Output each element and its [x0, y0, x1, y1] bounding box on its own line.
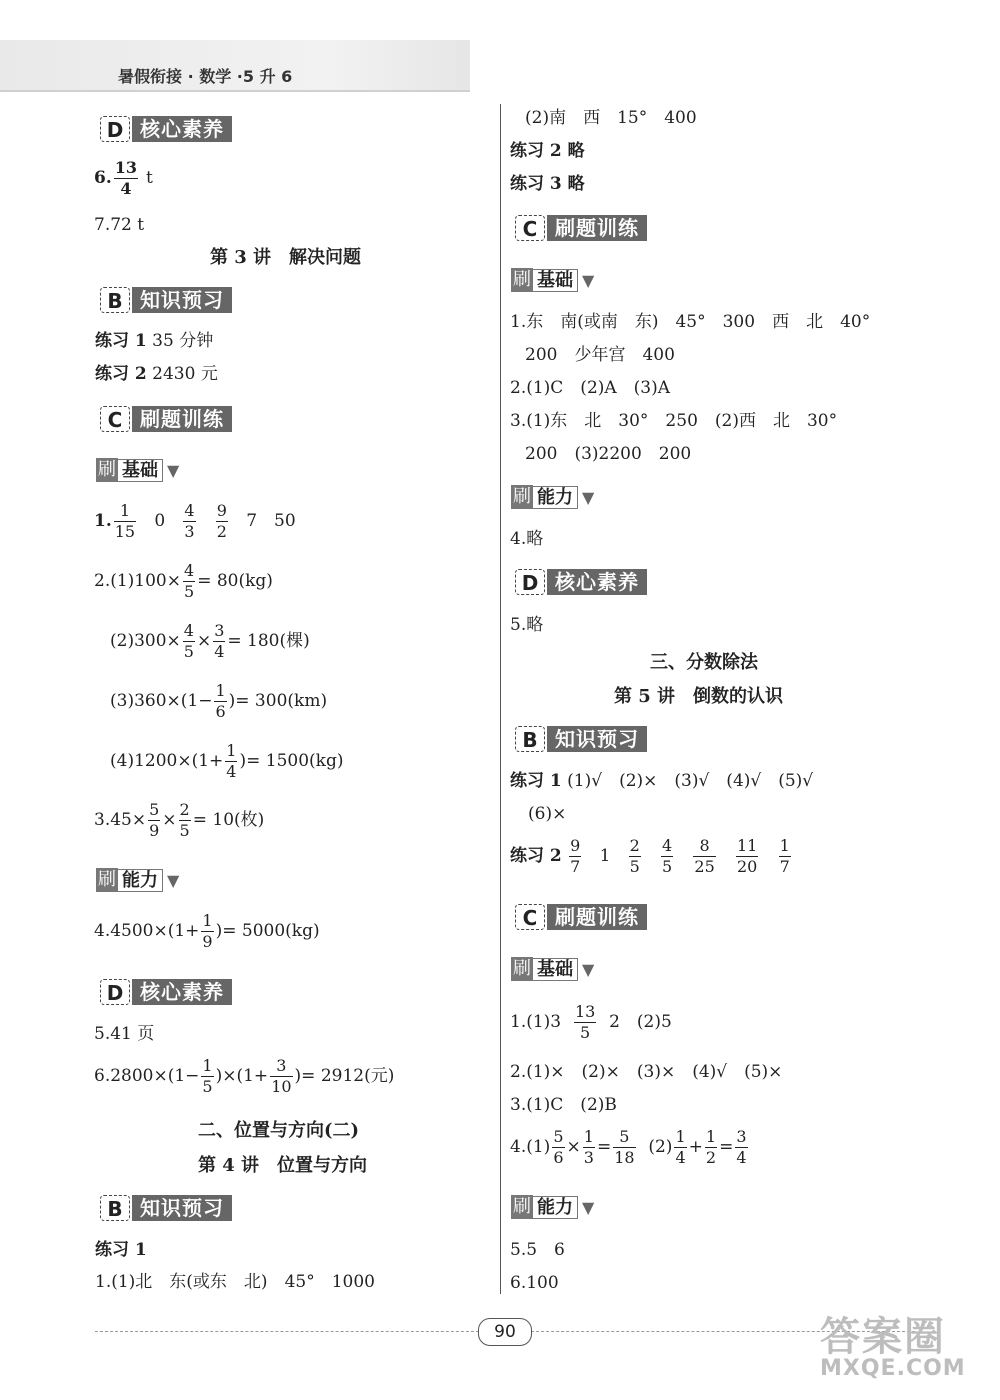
section-d-core-2: D 核心素养	[100, 978, 232, 1006]
basic-r2-answer-1: 1.(1)3 $\frac{13}{5}$ 2 (2)5	[510, 1002, 672, 1042]
answer-6: 6. $\frac{13}{4}$ t	[94, 158, 153, 198]
basic-answer-2-1: 2.(1)100× $\frac{4}{5}$ = 80(kg)	[94, 561, 273, 601]
fraction: $\frac{1}{15}$	[114, 501, 136, 541]
fraction: $\frac{4}{5}$	[183, 621, 194, 661]
sub-ability-r2: 刷 能力 ▼	[513, 1196, 595, 1218]
fraction: $\frac{1}{2}$	[705, 1127, 717, 1167]
sub-basic: 刷 基础 ▼	[98, 459, 180, 481]
watermark-logo	[820, 1305, 966, 1381]
exercise-3-note: 练习 3 略	[510, 174, 585, 194]
section-c-training: C 刷题训练	[100, 405, 232, 433]
basic-r2-answer-3: 3.(1)C (2)B	[510, 1095, 617, 1115]
fraction: $\frac{1}{6}$	[215, 681, 226, 721]
section-b-preview-r: B 知识预习	[515, 725, 647, 753]
answer-7: 7.72 t	[94, 215, 145, 235]
exercise-1: 练习 1 35 分钟	[95, 331, 214, 351]
fraction: $\frac{3}{4}$	[214, 621, 225, 661]
fraction: $\frac{8}{25}$	[694, 836, 715, 876]
basic-r-answer-1a: 1.东 南(或南 东) 45° 300 西 北 40°	[510, 312, 871, 332]
page-header-title: 暑假衔接 · 数学 ·5 升 6	[118, 67, 293, 86]
basic-answer-2-4: (4)1200×(1+ $\frac{1}{4}$ )= 1500(kg)	[110, 741, 344, 781]
fraction: $\frac{9}{2}$	[216, 501, 227, 541]
fraction: $\frac{1}{4}$	[226, 741, 237, 781]
ability-r-answer-4: 4.略	[510, 529, 544, 549]
basic-r2-answer-4: 4.(1) $\frac{5}{6}$ × $\frac{1}{3}$ = $\frac{5}{18}$ (2) $\frac{1}{4}$ + $\frac{1}{2}$ = $\frac{3}{4}$	[510, 1127, 747, 1167]
fraction: $\frac{1}{4}$	[675, 1127, 686, 1167]
exercise-1-answer-1: 1.(1)北 东(或东 北) 45° 1000	[95, 1272, 375, 1292]
sub-basic-r1: 刷 基础 ▼	[513, 269, 595, 291]
basic-answer-1: 1. $\frac{1}{15}$ 0 $\frac{4}{3}$ $\frac{9}{2}$ 7 50	[94, 501, 296, 541]
ability-r2-answer-5: 5.5 6	[510, 1240, 565, 1260]
section-d-core	[100, 115, 232, 143]
section-b-preview-2: B 知识预习	[100, 1194, 232, 1222]
fraction: $\frac{4}{3}$	[184, 501, 195, 541]
preview-exercise-2: 练习 2 $\frac{9}{7}$ 1 $\frac{2}{5}$ $\frac{4}{5}$ $\frac{8}{25}$ $\frac{11}{20}$ $\frac{1}{7}$	[510, 836, 790, 876]
unit-3-title: 三、分数除法	[650, 652, 758, 673]
fraction: $\frac{1}{3}$	[583, 1127, 594, 1167]
fraction: $\frac{13}{4}$	[114, 158, 138, 198]
fraction: $\frac{3}{10}$	[271, 1056, 292, 1096]
fraction: $\frac{5}{9}$	[149, 800, 160, 840]
basic-answer-2-3: (3)360×(1− $\frac{1}{6}$ )= 300(km)	[110, 681, 328, 721]
section-name: 核心素养	[132, 116, 232, 142]
basic-r-answer-2: 2.(1)C (2)A (3)A	[510, 378, 671, 398]
core-answer-6: 6.2800×(1− $\frac{1}{5}$ )×(1+ $\frac{3}{10}$ )= 2912(元)	[94, 1056, 395, 1096]
core-answer-5: 5.41 页	[94, 1024, 155, 1044]
exercise-2: 练习 2 2430 元	[95, 364, 218, 384]
fraction: $\frac{11}{20}$	[737, 836, 758, 876]
preview-exercise-1b: (6)×	[528, 804, 567, 824]
column-divider	[500, 104, 501, 1294]
fraction: $\frac{4}{5}$	[662, 836, 673, 876]
basic-r-answer-3b: 200 (3)2200 200	[525, 444, 692, 464]
fraction: $\frac{1}{7}$	[779, 836, 790, 876]
lecture-5-title: 第 5 讲 倒数的认识	[614, 686, 784, 707]
fraction: $\frac{2}{5}$	[179, 800, 190, 840]
sub-basic-r2: 刷 基础 ▼	[513, 958, 595, 980]
lecture-3-title: 第 3 讲 解决问题	[210, 247, 362, 268]
fraction: $\frac{4}{5}$	[184, 561, 195, 601]
section-d-core-r: D 核心素养	[515, 568, 647, 596]
page-number: 90	[478, 1318, 532, 1346]
exercise-2-note: 练习 2 略	[510, 141, 585, 161]
fraction: $\frac{5}{18}$	[614, 1127, 635, 1167]
section-letter: D	[100, 116, 130, 142]
unit-2-title: 二、位置与方向(二)	[198, 1120, 360, 1141]
core-r-answer-5: 5.略	[510, 615, 544, 635]
fraction: $\frac{13}{5}$	[574, 1002, 596, 1042]
watermark-line-1: 答案圈	[820, 1314, 946, 1360]
watermark-line-2: MXQE.COM	[820, 1356, 966, 1381]
basic-r-answer-3a: 3.(1)东 北 30° 250 (2)西 北 30°	[510, 411, 838, 431]
section-b-preview: B 知识预习	[100, 286, 232, 314]
sub-ability-r1: 刷 能力 ▼	[513, 486, 595, 508]
basic-r2-answer-2: 2.(1)× (2)× (3)× (4)√ (5)×	[510, 1062, 783, 1082]
basic-answer-2-2: (2)300× $\frac{4}{5}$ × $\frac{3}{4}$ = 180(棵)	[110, 621, 310, 661]
preview-exercise-1a: 练习 1 (1)√ (2)× (3)√ (4)√ (5)√	[510, 771, 814, 791]
fraction: $\frac{9}{7}$	[570, 836, 581, 876]
ability-answer-4: 4.4500×(1+ $\frac{1}{9}$ )= 5000(kg)	[94, 911, 320, 951]
fraction: $\frac{3}{4}$	[736, 1127, 747, 1167]
lecture-4-title: 第 4 讲 位置与方向	[198, 1155, 368, 1176]
section-c-training-r1: C 刷题训练	[515, 214, 647, 242]
fraction: $\frac{5}{6}$	[553, 1127, 564, 1167]
fraction: $\frac{1}{5}$	[202, 1056, 213, 1096]
basic-answer-3: 3.45× $\frac{5}{9}$ × $\frac{2}{5}$ = 10(枚)	[94, 800, 265, 840]
exercise-1-label: 练习 1	[95, 1240, 147, 1260]
sub-ability: 刷 能力 ▼	[98, 869, 180, 891]
section-c-training-r2: C 刷题训练	[515, 903, 647, 931]
fraction: $\frac{1}{9}$	[202, 911, 213, 951]
fraction: $\frac{2}{5}$	[629, 836, 640, 876]
answer-1-2: (2)南 西 15° 400	[525, 108, 697, 128]
ability-r2-answer-6: 6.100	[510, 1273, 559, 1293]
basic-r-answer-1b: 200 少年宫 400	[525, 345, 675, 365]
